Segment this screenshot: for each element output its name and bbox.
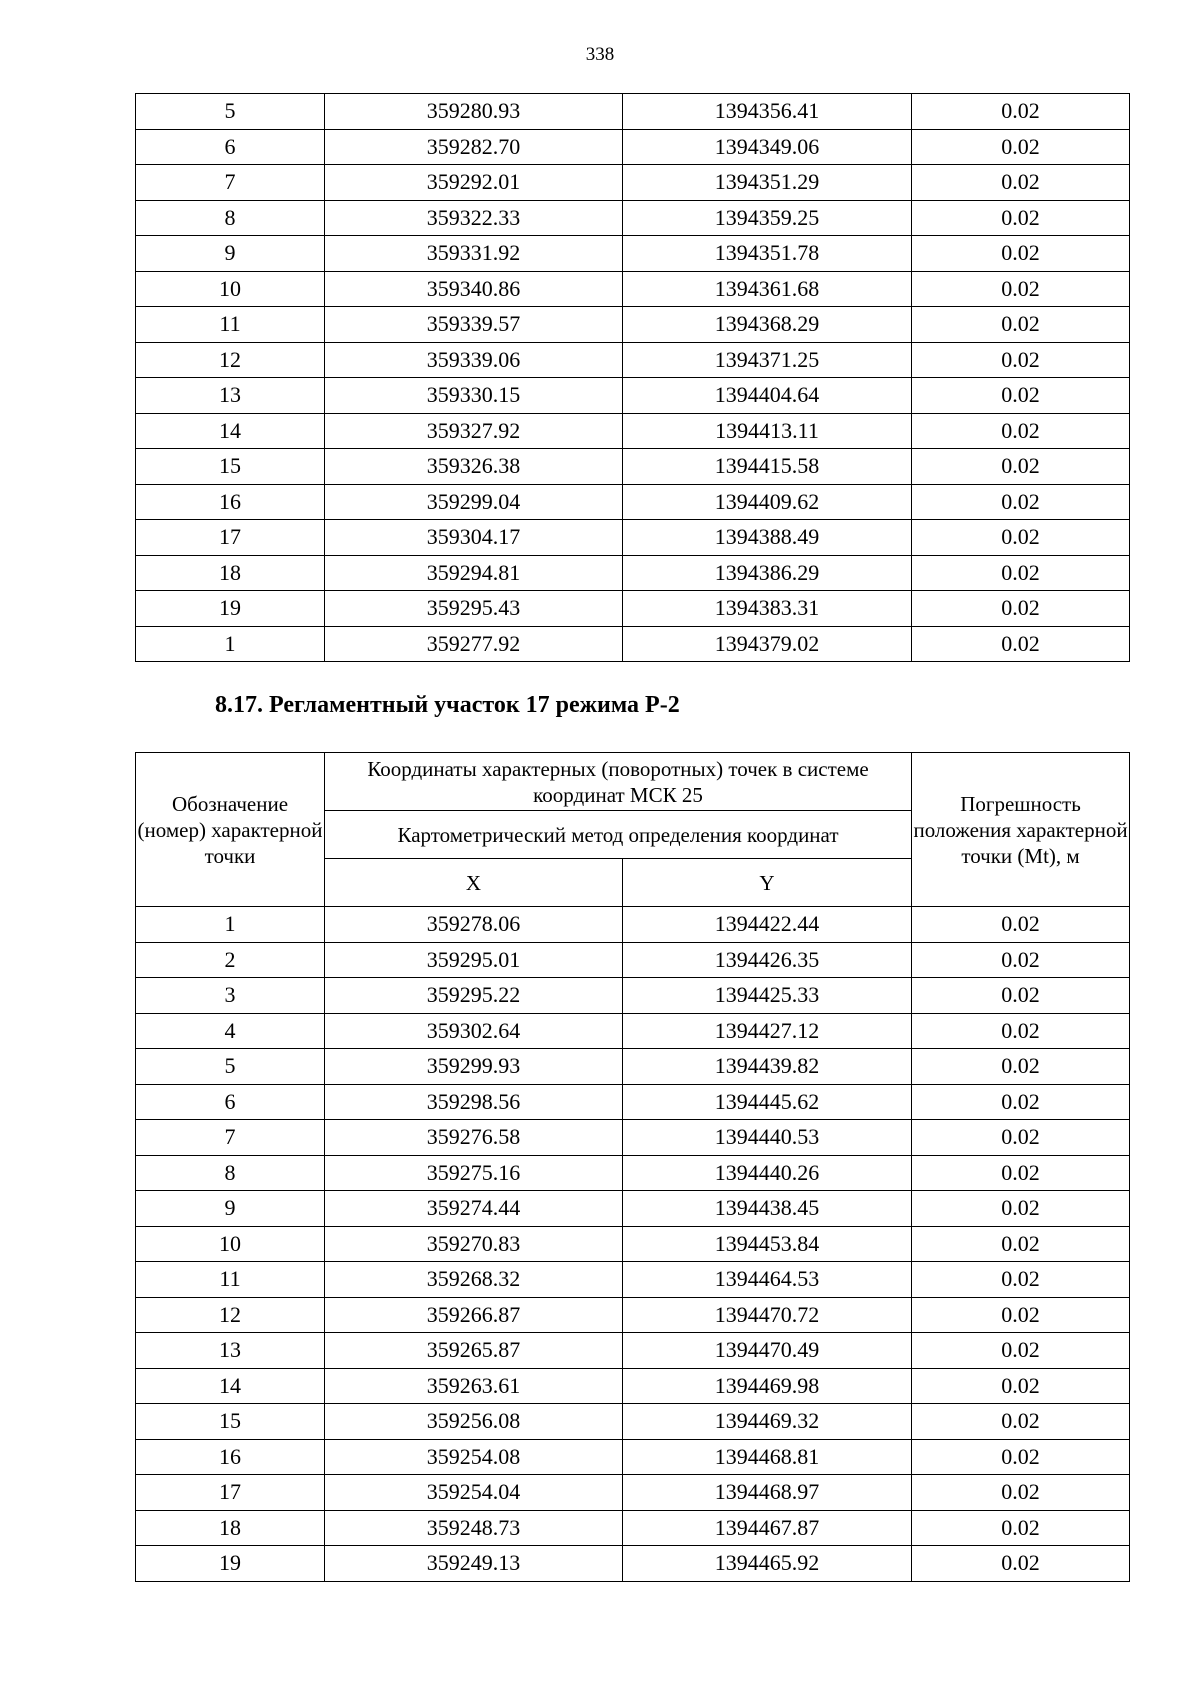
cell-x: 359304.17 — [325, 520, 623, 556]
cell-error: 0.02 — [912, 484, 1130, 520]
cell-point-number: 14 — [136, 1368, 325, 1404]
header-error: Погрешность положения характерной точки (Mt), м — [912, 753, 1130, 907]
table-row — [136, 591, 1130, 627]
cell-error: 0.02 — [912, 520, 1130, 556]
cell-y: 1394379.02 — [623, 626, 912, 662]
cell-x: 359254.04 — [325, 1475, 623, 1511]
cell-point-number: 16 — [136, 1439, 325, 1475]
cell-error: 0.02 — [912, 1510, 1130, 1546]
coordinates-table-body — [136, 907, 1130, 1582]
cell-x: 359256.08 — [325, 1404, 623, 1440]
cell-x: 359276.58 — [325, 1120, 623, 1156]
cell-error: 0.02 — [912, 1475, 1130, 1511]
table-row — [136, 307, 1130, 343]
cell-x: 359277.92 — [325, 626, 623, 662]
cell-error: 0.02 — [912, 1155, 1130, 1191]
table-row — [136, 1084, 1130, 1120]
cell-y: 1394470.72 — [623, 1297, 912, 1333]
cell-point-number: 17 — [136, 1475, 325, 1511]
table-row — [136, 907, 1130, 943]
table-row — [136, 978, 1130, 1014]
cell-error: 0.02 — [912, 1404, 1130, 1440]
cell-point-number: 9 — [136, 1191, 325, 1227]
cell-point-number: 15 — [136, 1404, 325, 1440]
table-row — [136, 484, 1130, 520]
cell-error: 0.02 — [912, 94, 1130, 130]
cell-x: 359270.83 — [325, 1226, 623, 1262]
cell-point-number: 7 — [136, 165, 325, 201]
cell-y: 1394465.92 — [623, 1546, 912, 1582]
cell-point-number: 13 — [136, 1333, 325, 1369]
header-point-number: Обозначение (номер) характерной точки — [136, 753, 325, 907]
table-row — [136, 236, 1130, 272]
cell-error: 0.02 — [912, 942, 1130, 978]
cell-x: 359294.81 — [325, 555, 623, 591]
cell-error: 0.02 — [912, 1084, 1130, 1120]
table-row — [136, 1013, 1130, 1049]
cell-y: 1394404.64 — [623, 378, 912, 414]
cell-y: 1394349.06 — [623, 129, 912, 165]
cell-point-number: 10 — [136, 271, 325, 307]
cell-y: 1394361.68 — [623, 271, 912, 307]
cell-x: 359298.56 — [325, 1084, 623, 1120]
cell-error: 0.02 — [912, 1333, 1130, 1369]
table-row — [136, 1546, 1130, 1582]
cell-y: 1394468.97 — [623, 1475, 912, 1511]
cell-point-number: 10 — [136, 1226, 325, 1262]
cell-point-number: 14 — [136, 413, 325, 449]
cell-y: 1394425.33 — [623, 978, 912, 1014]
header-method: Картометрический метод определения координат — [325, 811, 912, 859]
cell-point-number: 16 — [136, 484, 325, 520]
cell-y: 1394438.45 — [623, 1191, 912, 1227]
cell-x: 359280.93 — [325, 94, 623, 130]
cell-y: 1394386.29 — [623, 555, 912, 591]
cell-point-number: 7 — [136, 1120, 325, 1156]
cell-y: 1394470.49 — [623, 1333, 912, 1369]
cell-y: 1394371.25 — [623, 342, 912, 378]
cell-point-number: 6 — [136, 1084, 325, 1120]
cell-x: 359327.92 — [325, 413, 623, 449]
cell-point-number: 12 — [136, 1297, 325, 1333]
cell-error: 0.02 — [912, 1226, 1130, 1262]
cell-y: 1394440.53 — [623, 1120, 912, 1156]
cell-x: 359326.38 — [325, 449, 623, 485]
cell-point-number: 15 — [136, 449, 325, 485]
table-row — [136, 413, 1130, 449]
cell-x: 359331.92 — [325, 236, 623, 272]
table-row — [136, 1297, 1130, 1333]
cell-point-number: 5 — [136, 1049, 325, 1085]
cell-x: 359263.61 — [325, 1368, 623, 1404]
cell-x: 359295.43 — [325, 591, 623, 627]
cell-point-number: 13 — [136, 378, 325, 414]
cell-y: 1394439.82 — [623, 1049, 912, 1085]
cell-error: 0.02 — [912, 1049, 1130, 1085]
cell-y: 1394467.87 — [623, 1510, 912, 1546]
cell-x: 359268.32 — [325, 1262, 623, 1298]
table-row — [136, 1439, 1130, 1475]
cell-y: 1394368.29 — [623, 307, 912, 343]
cell-x: 359299.93 — [325, 1049, 623, 1085]
cell-x: 359292.01 — [325, 165, 623, 201]
cell-x: 359266.87 — [325, 1297, 623, 1333]
section-heading: 8.17. Регламентный участок 17 режима Р-2 — [215, 692, 680, 718]
cell-y: 1394356.41 — [623, 94, 912, 130]
cell-error: 0.02 — [912, 1120, 1130, 1156]
cell-x: 359249.13 — [325, 1546, 623, 1582]
cell-y: 1394426.35 — [623, 942, 912, 978]
cell-x: 359302.64 — [325, 1013, 623, 1049]
cell-error: 0.02 — [912, 413, 1130, 449]
table-row — [136, 1475, 1130, 1511]
cell-point-number: 17 — [136, 520, 325, 556]
cell-error: 0.02 — [912, 1013, 1130, 1049]
cell-y: 1394359.25 — [623, 200, 912, 236]
table-row — [136, 94, 1130, 130]
cell-point-number: 12 — [136, 342, 325, 378]
cell-x: 359248.73 — [325, 1510, 623, 1546]
table-row — [136, 626, 1130, 662]
cell-point-number: 9 — [136, 236, 325, 272]
cell-x: 359265.87 — [325, 1333, 623, 1369]
cell-point-number: 11 — [136, 1262, 325, 1298]
table-row — [136, 1262, 1130, 1298]
cell-point-number: 11 — [136, 307, 325, 343]
table-row — [136, 555, 1130, 591]
cell-point-number: 4 — [136, 1013, 325, 1049]
cell-error: 0.02 — [912, 626, 1130, 662]
cell-y: 1394351.29 — [623, 165, 912, 201]
cell-y: 1394469.98 — [623, 1368, 912, 1404]
cell-error: 0.02 — [912, 449, 1130, 485]
cell-error: 0.02 — [912, 200, 1130, 236]
cell-y: 1394427.12 — [623, 1013, 912, 1049]
cell-error: 0.02 — [912, 129, 1130, 165]
table-row — [136, 1510, 1130, 1546]
coordinates-table-body — [136, 94, 1130, 662]
cell-point-number: 1 — [136, 907, 325, 943]
cell-point-number: 6 — [136, 129, 325, 165]
cell-error: 0.02 — [912, 1262, 1130, 1298]
cell-point-number: 3 — [136, 978, 325, 1014]
cell-error: 0.02 — [912, 271, 1130, 307]
cell-error: 0.02 — [912, 978, 1130, 1014]
cell-x: 359254.08 — [325, 1439, 623, 1475]
cell-x: 359339.06 — [325, 342, 623, 378]
table-row — [136, 1404, 1130, 1440]
cell-error: 0.02 — [912, 342, 1130, 378]
header-x: X — [325, 859, 623, 907]
cell-y: 1394351.78 — [623, 236, 912, 272]
cell-error: 0.02 — [912, 1297, 1130, 1333]
cell-y: 1394388.49 — [623, 520, 912, 556]
table-row — [136, 271, 1130, 307]
cell-error: 0.02 — [912, 1546, 1130, 1582]
cell-error: 0.02 — [912, 591, 1130, 627]
table-row — [136, 1049, 1130, 1085]
cell-point-number: 18 — [136, 555, 325, 591]
cell-y: 1394464.53 — [623, 1262, 912, 1298]
cell-error: 0.02 — [912, 1439, 1130, 1475]
cell-point-number: 8 — [136, 1155, 325, 1191]
cell-point-number: 19 — [136, 591, 325, 627]
cell-y: 1394453.84 — [623, 1226, 912, 1262]
cell-point-number: 8 — [136, 200, 325, 236]
page-number: 338 — [585, 44, 615, 65]
cell-x: 359278.06 — [325, 907, 623, 943]
cell-error: 0.02 — [912, 1191, 1130, 1227]
table-row — [136, 200, 1130, 236]
cell-error: 0.02 — [912, 907, 1130, 943]
coordinates-table-continued — [135, 93, 1130, 662]
cell-point-number: 19 — [136, 1546, 325, 1582]
table-row — [136, 342, 1130, 378]
cell-y: 1394468.81 — [623, 1439, 912, 1475]
cell-error: 0.02 — [912, 378, 1130, 414]
cell-x: 359274.44 — [325, 1191, 623, 1227]
table-row — [136, 449, 1130, 485]
cell-y: 1394440.26 — [623, 1155, 912, 1191]
cell-error: 0.02 — [912, 236, 1130, 272]
table-row — [136, 1333, 1130, 1369]
cell-y: 1394469.32 — [623, 1404, 912, 1440]
cell-y: 1394415.58 — [623, 449, 912, 485]
cell-error: 0.02 — [912, 1368, 1130, 1404]
header-y: Y — [623, 859, 912, 907]
cell-error: 0.02 — [912, 555, 1130, 591]
table-row — [136, 942, 1130, 978]
cell-x: 359322.33 — [325, 200, 623, 236]
cell-x: 359282.70 — [325, 129, 623, 165]
cell-point-number: 2 — [136, 942, 325, 978]
cell-y: 1394422.44 — [623, 907, 912, 943]
cell-y: 1394413.11 — [623, 413, 912, 449]
table-header — [136, 753, 1130, 907]
header-coordinates: Координаты характерных (поворотных) точек в системе координат МСК 25 — [325, 753, 912, 811]
cell-point-number: 18 — [136, 1510, 325, 1546]
table-row — [136, 1226, 1130, 1262]
cell-point-number: 1 — [136, 626, 325, 662]
table-row — [136, 520, 1130, 556]
table-row — [136, 165, 1130, 201]
cell-y: 1394383.31 — [623, 591, 912, 627]
cell-x: 359330.15 — [325, 378, 623, 414]
cell-error: 0.02 — [912, 307, 1130, 343]
cell-x: 359295.01 — [325, 942, 623, 978]
cell-y: 1394409.62 — [623, 484, 912, 520]
table-row — [136, 378, 1130, 414]
cell-y: 1394445.62 — [623, 1084, 912, 1120]
cell-x: 359275.16 — [325, 1155, 623, 1191]
cell-point-number: 5 — [136, 94, 325, 130]
coordinates-table — [135, 752, 1130, 1582]
cell-x: 359340.86 — [325, 271, 623, 307]
cell-x: 359295.22 — [325, 978, 623, 1014]
table-row — [136, 129, 1130, 165]
cell-x: 359339.57 — [325, 307, 623, 343]
table-row — [136, 1368, 1130, 1404]
table-row — [136, 1155, 1130, 1191]
table-row — [136, 1191, 1130, 1227]
cell-x: 359299.04 — [325, 484, 623, 520]
cell-error: 0.02 — [912, 165, 1130, 201]
table-row — [136, 1120, 1130, 1156]
